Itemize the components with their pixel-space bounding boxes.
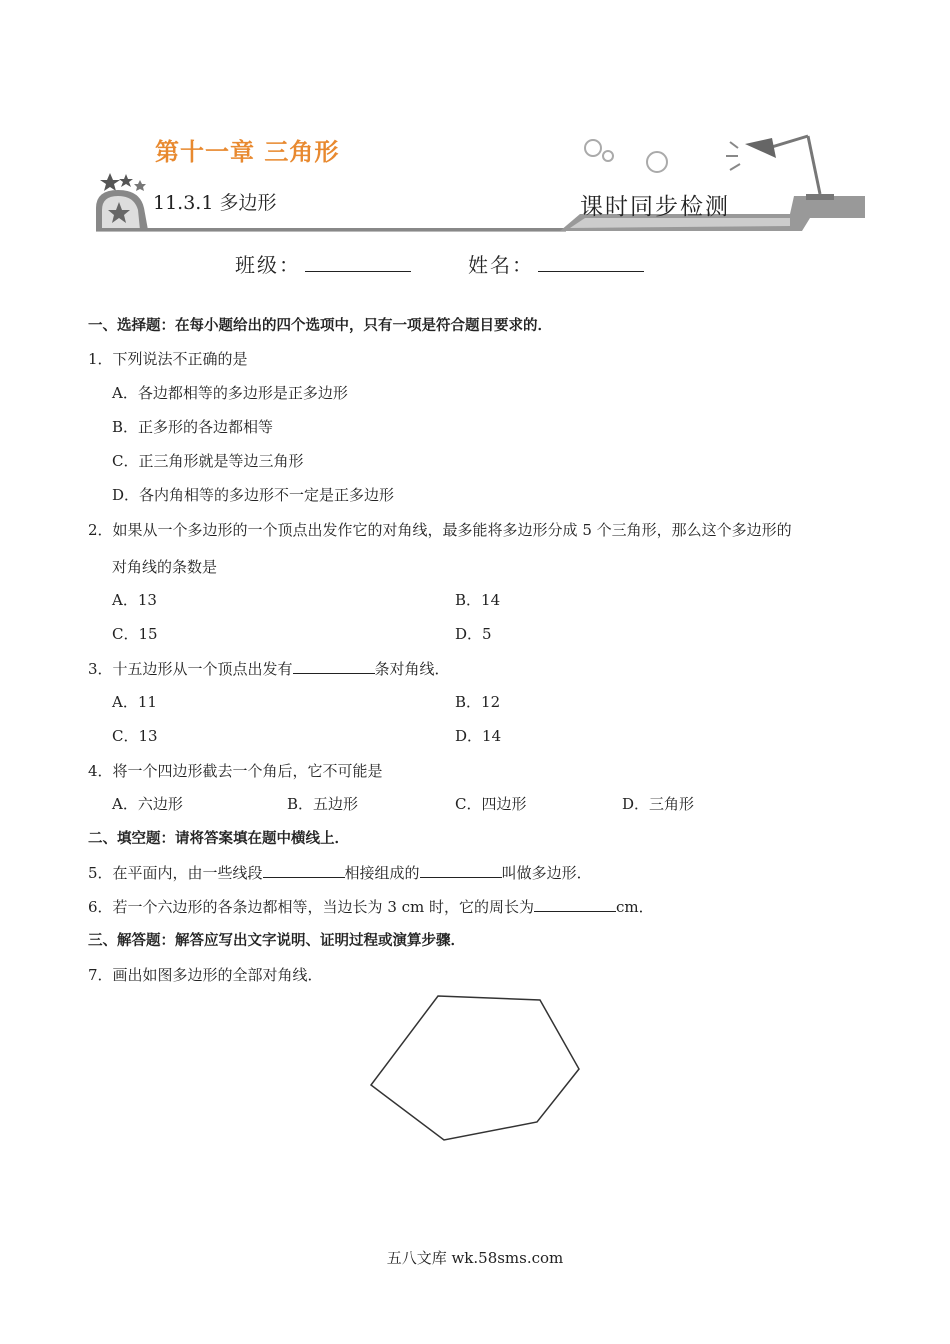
star-icon xyxy=(134,180,146,191)
q3-option-a: A．11 xyxy=(112,693,157,711)
q4-option-d: D．三角形 xyxy=(622,795,695,813)
q3-blank[interactable] xyxy=(293,659,375,674)
q4-option-c: C．四边形 xyxy=(455,795,527,813)
banner-title: 课时同步检测 xyxy=(580,194,730,220)
question-5: 5．在平面内，由一些线段 相接组成的 叫做多边形． xyxy=(88,864,592,882)
q6-blank[interactable] xyxy=(534,897,616,912)
q3-option-b: B．12 xyxy=(455,693,501,711)
name-field xyxy=(468,249,644,278)
section-title: 11.3.1 多边形 xyxy=(153,192,277,214)
q1-option-b: B．正多形的各边都相等 xyxy=(112,418,274,436)
star-icon xyxy=(119,174,133,187)
q1-option-c: C．正三角形就是等边三角形 xyxy=(112,452,304,470)
q3-option-c: C．13 xyxy=(112,727,158,745)
star-icon xyxy=(100,173,120,191)
class-label: 班级： xyxy=(235,253,301,277)
q4-option-b: B．五边形 xyxy=(287,795,359,813)
question-2-stem: 2．如果从一个多边形的一个顶点出发作它的对角线，最多能将多边形分成 5 个三角形，那么这个多边形的 xyxy=(88,521,792,539)
question-7-stem: 7．画出如图多边形的全部对角线． xyxy=(88,966,323,984)
chapter-title: 第十一章 三角形 xyxy=(155,138,340,166)
q2-option-b: B．14 xyxy=(455,591,501,609)
q5-blank-1[interactable] xyxy=(263,863,345,878)
q2-option-a: A．13 xyxy=(112,591,157,609)
section-heading-choice: 一、选择题：在每小题给出的四个选项中，只有一项是符合题目要求的． xyxy=(88,318,552,334)
q2-option-d: D．5 xyxy=(455,625,492,643)
section-heading-solve: 三、解答题：解答应写出文字说明、证明过程或演算步骤． xyxy=(88,933,465,949)
q4-option-a: A．六边形 xyxy=(112,795,183,813)
q5-blank-2[interactable] xyxy=(420,863,502,878)
footer-source: 五八文库 wk.58sms.com xyxy=(386,1249,564,1267)
name-label: 姓名： xyxy=(468,253,534,277)
question-4-stem: 4．将一个四边形截去一个角后，它不可能是 xyxy=(88,762,383,780)
class-field xyxy=(235,249,411,278)
hexagon-figure xyxy=(360,985,590,1150)
q1-option-d: D．各内角相等的多边形不一定是正多边形 xyxy=(112,486,395,504)
question-1-stem: 1．下列说法不正确的是 xyxy=(88,350,248,368)
section-heading-fill: 二、填空题：请将答案填在题中横线上． xyxy=(88,831,349,847)
question-6: 6．若一个六边形的各条边都相等，当边长为 3 cm 时，它的周长为 cm． xyxy=(88,898,654,916)
question-3-stem: 3．十五边形从一个顶点出发有 条对角线． xyxy=(88,660,450,678)
q1-option-a: A．各边都相等的多边形是正多边形 xyxy=(112,384,348,402)
q3-option-d: D．14 xyxy=(455,727,502,745)
q2-option-c: C．15 xyxy=(112,625,158,643)
class-blank[interactable] xyxy=(305,253,411,272)
name-blank[interactable] xyxy=(538,253,644,272)
question-2-stem-cont: 对角线的条数是 xyxy=(112,558,218,576)
